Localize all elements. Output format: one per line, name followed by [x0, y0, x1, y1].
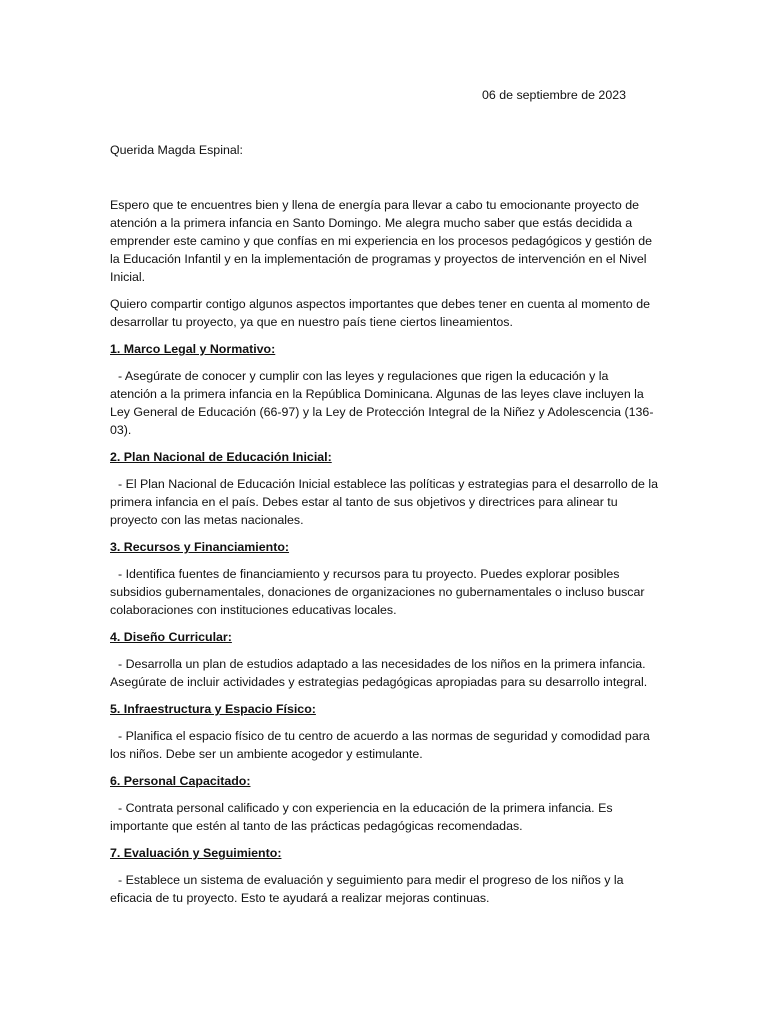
section-text-recursos: - Identifica fuentes de financiamiento y recursos para tu proyecto. Puedes explorar posibles subsidios gubernamentales, donaciones de organizaciones no gubernamentales o incluso buscar colaboraciones con instituciones educativas locales. — [110, 567, 645, 617]
section-title-personal: 6. Personal Capacitado: — [110, 774, 251, 788]
section-title-marco-legal: 1. Marco Legal y Normativo: — [110, 342, 276, 356]
letter-date: 06 de septiembre de 2023 — [482, 88, 626, 102]
section-title-infraestructura: 5. Infraestructura y Espacio Físico: — [110, 702, 316, 716]
letter-content — [110, 86, 658, 907]
intro-paragraph: Espero que te encuentres bien y llena de energía para llevar a cabo tu emocionante proyecto de atención a la primera infancia en Santo Domingo. Me alegra mucho saber que estás decidida a emprender este camino y que confías en mi experiencia en los procesos pedagógicos y gestión de la Educación Infantil y en la implementación de programas y proyectos de intervención en el Nivel Inicial. — [110, 198, 653, 284]
section-text-evaluacion: - Establece un sistema de evaluación y seguimiento para medir el progreso de los niños y la eficacia de tu proyecto. Esto te ayudará a realizar mejoras continuas. — [110, 873, 624, 905]
section-title-plan-nacional: 2. Plan Nacional de Educación Inicial: — [110, 450, 332, 464]
section-body-plan-nacional — [110, 475, 658, 529]
section-title-recursos: 3. Recursos y Financiamiento: — [110, 540, 290, 554]
letter-salutation: Querida Magda Espinal: — [110, 143, 243, 157]
section-title-evaluacion: 7. Evaluación y Seguimiento: — [110, 846, 282, 860]
share-paragraph: Quiero compartir contigo algunos aspectos importantes que debes tener en cuenta al momento de desarrollar tu proyecto, ya que en nuestro país tiene ciertos lineamientos. — [110, 297, 651, 329]
section-text-diseno-curricular: - Desarrolla un plan de estudios adaptado a las necesidades de los niños en la primera infancia. Asegúrate de incluir actividades y estrategias pedagógicas apropiadas para su desarrollo integral. — [110, 657, 648, 689]
section-text-marco-legal: - Asegúrate de conocer y cumplir con las leyes y regulaciones que rigen la educación y la atención a la primera infancia en la República Dominicana. Algunas de las leyes clave incluyen la Ley General de Educación (66-97) y la Ley de Protección Integral de la Niñez y Adolescencia (136-03). — [110, 369, 654, 437]
section-body-marco-legal — [110, 367, 658, 439]
section-title-diseno-curricular: 4. Diseño Curricular: — [110, 630, 232, 644]
section-text-personal: - Contrata personal calificado y con experiencia en la educación de la primera infancia. Es importante que estén al tanto de las prácticas pedagógicas recomendadas. — [110, 801, 613, 833]
section-body-personal — [110, 799, 658, 835]
section-body-evaluacion — [110, 871, 658, 907]
section-body-diseno-curricular — [110, 655, 658, 691]
section-body-infraestructura — [110, 727, 658, 763]
section-text-plan-nacional: - El Plan Nacional de Educación Inicial establece las políticas y estrategias para el desarrollo de la primera infancia en el país. Debes estar al tanto de sus objetivos y directrices para alinear tu proyecto con las metas nacionales. — [110, 477, 658, 527]
section-text-infraestructura: - Planifica el espacio físico de tu centro de acuerdo a las normas de seguridad y comodidad para los niños. Debe ser un ambiente acogedor y estimulante. — [110, 729, 650, 761]
section-body-recursos — [110, 565, 658, 619]
